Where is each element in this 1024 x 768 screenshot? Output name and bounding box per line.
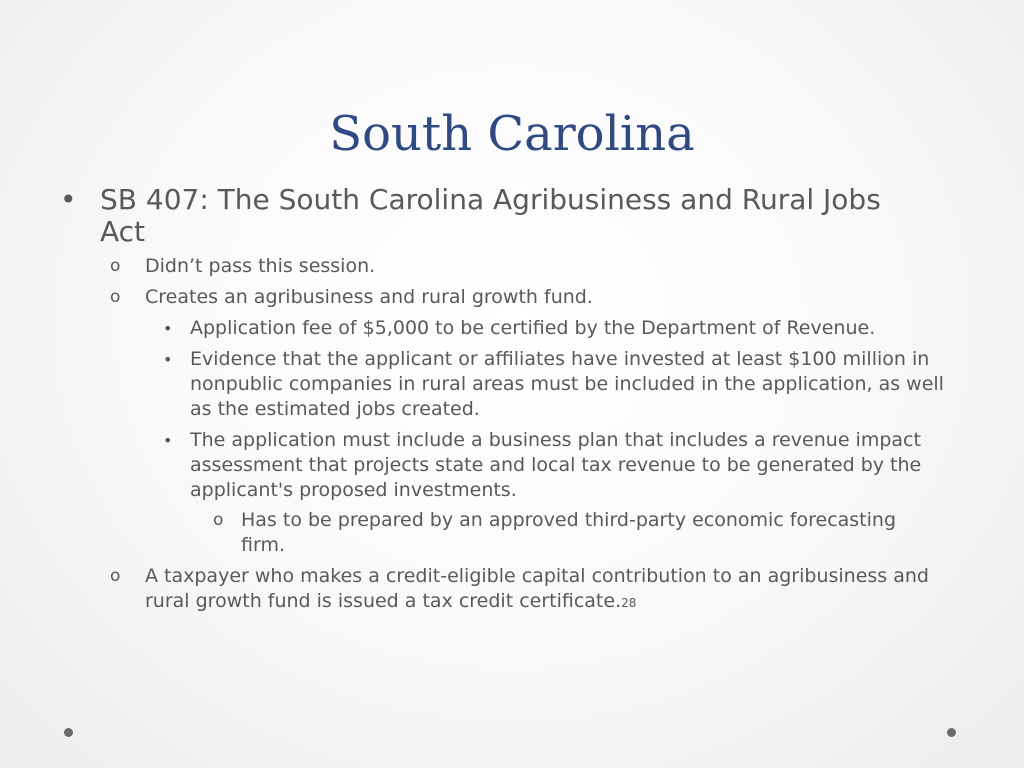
nested-bullet-forecasting-firm (0, 508, 921, 558)
nested-bullet-text: Has to be prepared by an approved third-party economic forecasting firm. (241, 509, 897, 556)
bullet-text: SB 407: The South Carolina Agribusiness and Rural Jobs Act (100, 183, 881, 248)
bottom-left-dot-icon (64, 728, 73, 737)
sub-bullet-text: A taxpayer who makes a credit-eligible capital contribution to an agribusiness and rural growth fund is issued a tax credit certificate. (145, 565, 929, 612)
sub-bullet-creates-fund (0, 285, 935, 310)
slide-body (0, 184, 1024, 616)
sub-bullet-tax-credit (0, 564, 935, 616)
bottom-right-dot-icon (947, 728, 956, 737)
sub-bullet-text: Didn’t pass this session. (145, 255, 376, 277)
detail-bullet-text: Evidence that the applicant or affiliates have invested at least $100 million in nonpublic companies in rural areas must be included in the application, as well as the estimated jobs created. (190, 348, 944, 420)
detail-bullet-marker: • (163, 319, 173, 338)
sub-bullet-marker: o (110, 256, 121, 276)
detail-bullet-application-fee (0, 316, 960, 341)
sub-bullet-didnt-pass (0, 254, 935, 279)
detail-bullet-text: Application fee of $5,000 to be certified by the Department of Revenue. (190, 317, 876, 339)
sub-bullet-marker: o (110, 287, 121, 307)
detail-bullet-marker: • (163, 431, 173, 450)
detail-bullet-evidence (0, 347, 960, 422)
detail-bullet-marker: • (163, 350, 173, 369)
bullet-sb407 (0, 184, 920, 248)
slide-title: South Carolina (329, 106, 695, 162)
detail-bullet-business-plan (0, 428, 960, 503)
detail-bullet-text: The application must include a business plan that includes a revenue impact assessment that projects state and local tax revenue to be generated by the applicant's proposed investments. (190, 429, 922, 501)
nested-bullet-marker: o (213, 510, 224, 530)
bullet-marker: • (60, 183, 77, 216)
footnote-number: 28 (621, 596, 637, 610)
sub-bullet-marker: o (110, 566, 121, 586)
sub-bullet-text: Creates an agribusiness and rural growth fund. (145, 286, 593, 308)
